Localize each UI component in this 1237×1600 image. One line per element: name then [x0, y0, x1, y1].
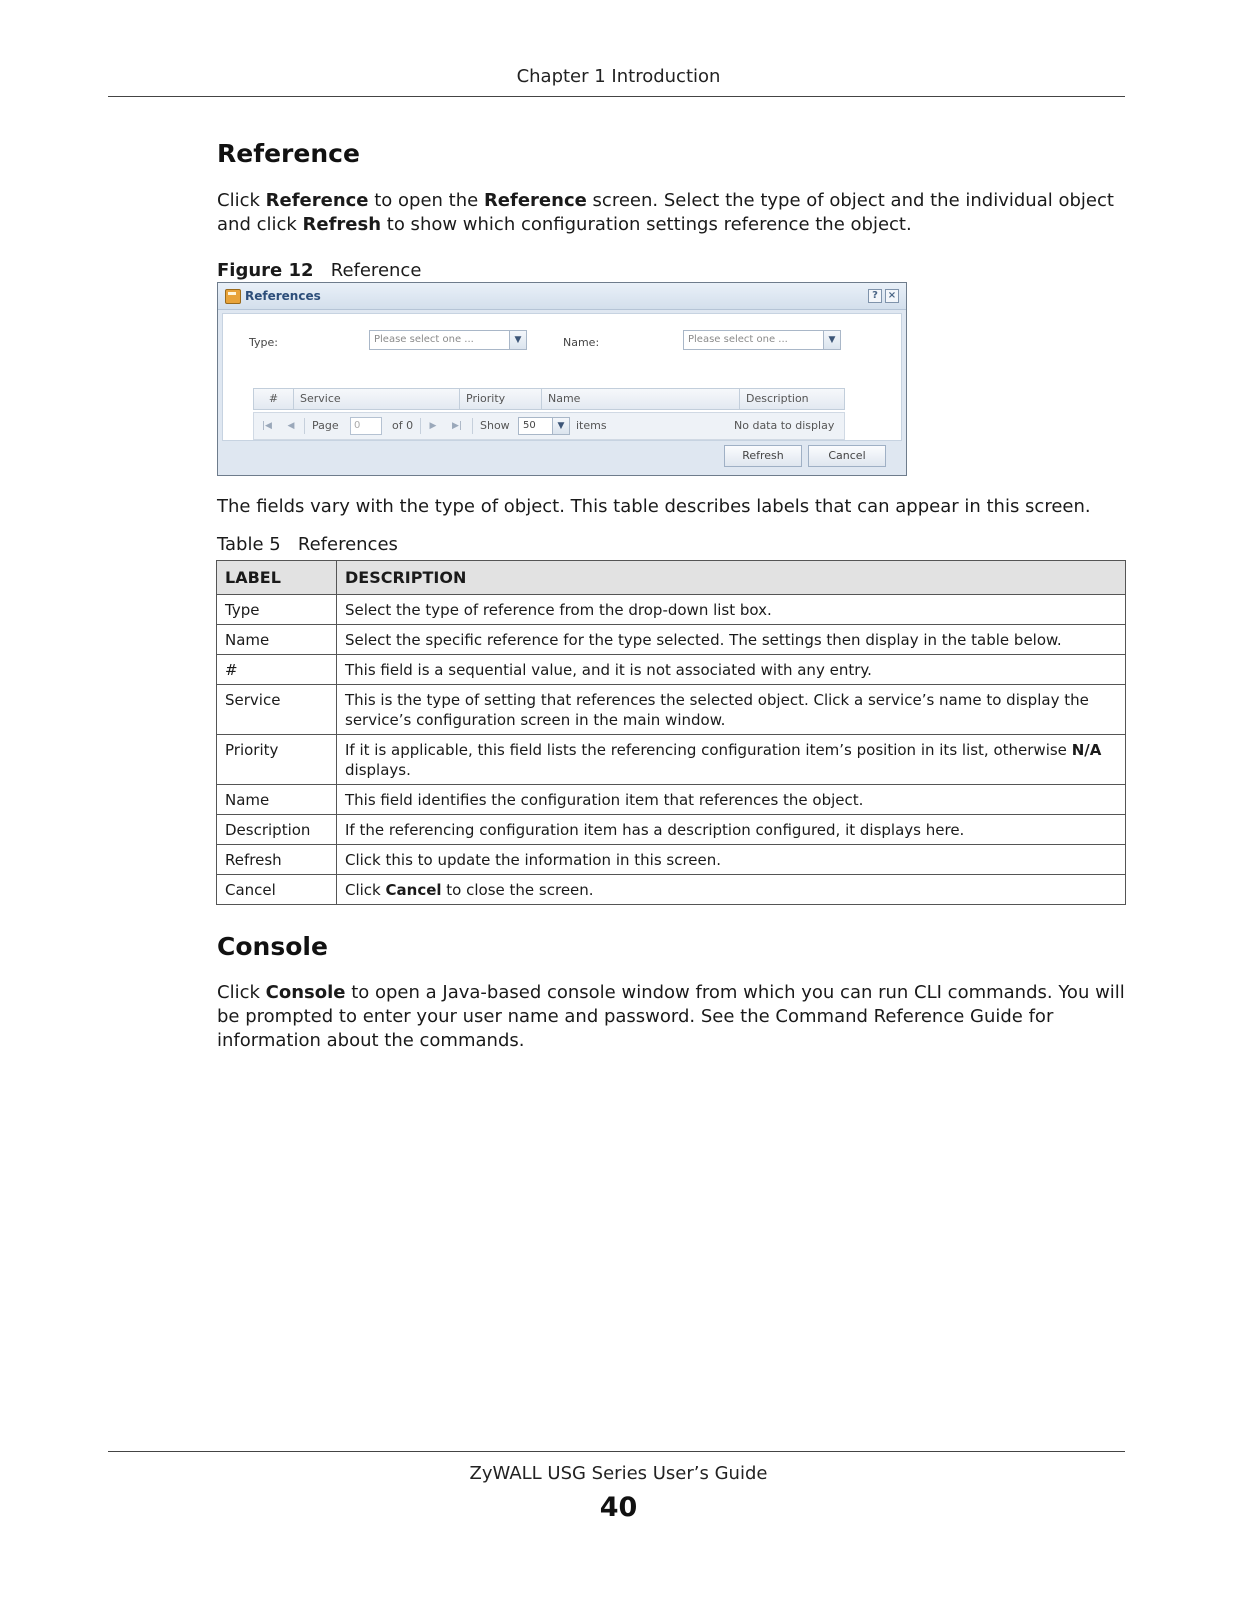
text-run: Click [217, 982, 266, 1003]
text-run: to open a Java-based console window from which you can run CLI commands. You will be prompted to enter your user name and password. See the Command Reference Guide for information about the commands. [217, 982, 1125, 1051]
grid-pager [253, 412, 845, 440]
fields-vary-paragraph: The fields vary with the type of object. This table describes labels that can appear in this screen. [217, 496, 1091, 517]
text-run: This field is a sequential value, and it is not associated with any entry. [345, 661, 872, 679]
page-size-value: 50 [523, 420, 536, 431]
text-run: Click this to update the information in this screen. [345, 851, 722, 869]
table-row [217, 655, 1126, 685]
column-name[interactable]: Name [542, 389, 740, 409]
refresh-button[interactable]: Refresh [724, 445, 802, 467]
table-row [217, 595, 1126, 625]
dialog-titlebar [218, 283, 906, 310]
figure-caption [217, 260, 421, 281]
row-description [337, 875, 1126, 905]
text-run: Select the type of reference from the drop-down list box. [345, 601, 772, 619]
text-run: If the referencing configuration item has a description configured, it displays here. [345, 821, 965, 839]
table-row [217, 815, 1126, 845]
text-run: This is the type of setting that references the selected object. Click a service’s name to display the service’s configuration screen in the main window. [345, 691, 1089, 729]
footer-guide-title: ZyWALL USG Series User’s Guide [469, 1463, 768, 1484]
dialog-title: References [245, 289, 321, 303]
references-table-body [217, 595, 1126, 905]
name-select-value: Please select one ... [688, 334, 788, 345]
reference-intro [217, 189, 1125, 237]
bold-term: Reference [483, 190, 587, 211]
header-rule [108, 96, 1125, 97]
table-row [217, 685, 1126, 735]
table-row [217, 735, 1126, 785]
page-size-select[interactable] [518, 417, 570, 435]
figure-caption-title: Reference [330, 260, 422, 281]
no-data-status: No data to display [734, 419, 835, 432]
footer-rule [108, 1451, 1125, 1452]
text-run: displays. [345, 761, 411, 779]
console-paragraph [217, 981, 1125, 1053]
table-row [217, 625, 1126, 655]
name-select[interactable] [683, 330, 841, 350]
name-label: Name: [563, 336, 600, 349]
pager-divider [472, 418, 473, 434]
references-grid-header [253, 388, 845, 410]
row-description [337, 685, 1126, 735]
cancel-button[interactable]: Cancel [808, 445, 886, 467]
last-page-icon[interactable]: ▶| [452, 421, 462, 431]
text-run: Click [345, 881, 386, 899]
type-select-value: Please select one ... [374, 334, 474, 345]
column-description[interactable]: Description [746, 392, 809, 405]
text-run: This field identifies the configuration item that references the object. [345, 791, 864, 809]
row-label: Description [217, 815, 337, 845]
row-description [337, 815, 1126, 845]
column-number[interactable]: # [254, 389, 294, 409]
first-page-icon[interactable]: |◀ [262, 421, 272, 431]
row-label: Type [217, 595, 337, 625]
pager-divider [304, 418, 305, 434]
column-service[interactable]: Service [294, 389, 460, 409]
text-run: screen. Select the type of object and the individual object and click [217, 190, 1114, 235]
page-number-input[interactable]: 0 [350, 417, 382, 435]
row-description [337, 785, 1126, 815]
text-run: to close the screen. [441, 881, 594, 899]
chevron-down-icon[interactable]: ▼ [552, 418, 569, 434]
chevron-down-icon[interactable]: ▼ [509, 331, 526, 349]
bold-term: Refresh [302, 214, 382, 235]
label-column-header: LABEL [217, 561, 337, 595]
items-label: items [576, 419, 607, 432]
bold-term: Reference [265, 190, 369, 211]
show-label: Show [480, 419, 510, 432]
row-description [337, 595, 1126, 625]
description-column-header: DESCRIPTION [337, 561, 1126, 595]
row-label: Service [217, 685, 337, 735]
running-header: Chapter 1 Introduction [516, 66, 721, 87]
bold-term: Cancel [385, 881, 442, 899]
close-icon[interactable]: × [885, 289, 899, 303]
prev-page-icon[interactable]: ◀ [287, 421, 295, 431]
column-priority[interactable]: Priority [460, 389, 542, 409]
row-label: # [217, 655, 337, 685]
type-select[interactable] [369, 330, 527, 350]
table-row [217, 785, 1126, 815]
table-caption: Table 5 References [217, 534, 398, 555]
help-icon[interactable]: ? [868, 289, 882, 303]
references-window-icon [225, 289, 241, 304]
table-row [217, 845, 1126, 875]
row-label: Name [217, 625, 337, 655]
page-of-label: of 0 [392, 419, 414, 432]
dialog-body [222, 313, 902, 441]
row-description [337, 625, 1126, 655]
bold-term: N/A [1071, 741, 1102, 759]
text-run: Click [217, 190, 266, 211]
references-dialog-figure [217, 282, 907, 476]
text-run: If it is applicable, this field lists the referencing configuration item’s position in its list, otherwise [345, 741, 1072, 759]
row-description [337, 845, 1126, 875]
row-label: Cancel [217, 875, 337, 905]
row-label: Name [217, 785, 337, 815]
reference-heading: Reference [217, 139, 360, 168]
console-heading: Console [217, 932, 328, 961]
row-label: Refresh [217, 845, 337, 875]
table-header-row [217, 561, 1126, 595]
bold-term: Console [265, 982, 346, 1003]
next-page-icon[interactable]: ▶ [429, 421, 437, 431]
text-run: Select the specific reference for the type selected. The settings then display in the table below. [345, 631, 1062, 649]
text-run: to open the [368, 190, 484, 211]
table-row [217, 875, 1126, 905]
row-label: Priority [217, 735, 337, 785]
text-run: to show which configuration settings reference the object. [381, 214, 912, 235]
chevron-down-icon[interactable]: ▼ [823, 331, 840, 349]
pager-divider [420, 418, 421, 434]
row-description [337, 735, 1126, 785]
row-description [337, 655, 1126, 685]
references-table [216, 560, 1126, 905]
type-label: Type: [249, 336, 278, 349]
page-label: Page [312, 419, 339, 432]
page-number: 40 [599, 1492, 638, 1523]
figure-caption-label: Figure 12 [217, 260, 314, 281]
